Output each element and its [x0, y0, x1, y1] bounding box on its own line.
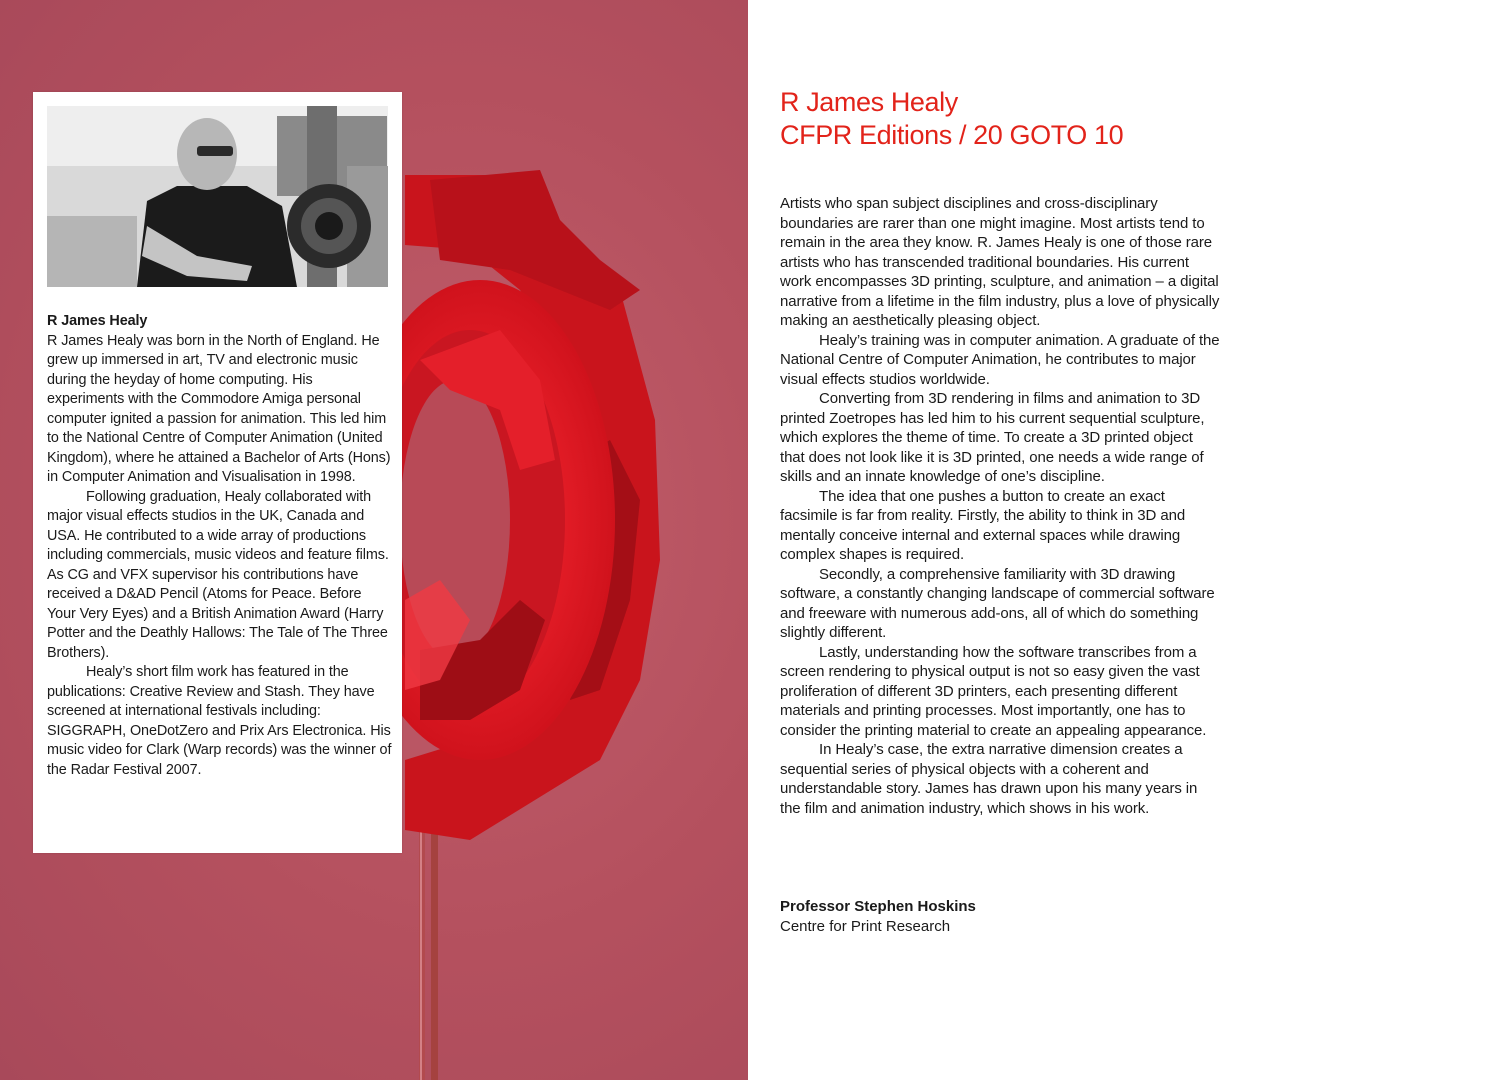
essay-paragraph: Artists who span subject disciplines and cross-disciplinary boundaries are rarer than one might imagine. Most artists tend to remain in the area they know. R. James Healy is one of those rare artists who has transcended traditional boundaries. His current work encompasses 3D printing, sculpture, and animation – a digital narrative from a lifetime in the film industry, plus a love of physically making an aesthetically pleasing object. [780, 195, 1220, 329]
essay-paragraph: Converting from 3D rendering in films and animation to 3D printed Zoetropes has led him to his current sequential sculpture, which explores the theme of time. To create a 3D printed object that does not look like it is 3D printed, one needs a wide range of skills and an innate knowledge of one’s discipline. [780, 390, 1205, 485]
bio-card [33, 92, 402, 853]
author-name: Professor Stephen Hoskins [780, 898, 976, 915]
essay-paragraph: Lastly, understanding how the software transcribes from a screen rendering to physical output is not so easy given the vast proliferation of different 3D printers, each presenting different materials and printing processes. Most importantly, one has to consider the printing material to create an appealing appearance. [780, 643, 1207, 739]
author-affiliation: Centre for Print Research [780, 917, 951, 935]
essay-paragraph: The idea that one pushes a button to create an exact facsimile is far from reality. Firstly, the ability to think in 3D and mentally conceive internal and external spaces while drawing complex shapes is required. [780, 487, 1186, 563]
bio-paragraph: Following graduation, Healy collaborated with major visual effects studios in the UK, Canada and USA. He contributed to a wide array of productions including commercials, music videos and feature films. As CG and VFX supervisor his contributions have received a D&AD Pencil (Atoms for Peace. Before Your Very Eyes) and a British Animation Award (Harry Potter and the Deathly Hallows: The Tale of The Three Brothers). [47, 488, 389, 661]
title-edition: CFPR Editions / 20 GOTO 10 [780, 120, 1124, 150]
right-page [748, 0, 1495, 1080]
title-block [780, 86, 1280, 152]
bio-paragraph: R James Healy was born in the North of England. He grew up immersed in art, TV and electronic music during the heyday of home computing. His experiments with the Commodore Amiga personal computer ignited a passion for animation. This led him to the National Centre of Computer Animation (United Kingdom), where he attained a Bachelor of Arts (Hons) in Computer Animation and Visualisation in 1998. [47, 332, 391, 485]
title-artist: R James Healy [780, 87, 958, 117]
bio-name: R James Healy [47, 313, 148, 329]
stand-rod-right [431, 800, 438, 1080]
bio-paragraph: Healy’s short film work has featured in the publications: Creative Review and Stash. They have screened at international festivals including: SIGGRAPH, OneDotZero and Prix Ars Electronica. His music video for Clark (Warp records) was the winner of the Radar Festival 2007. [47, 664, 392, 778]
essay-paragraph: Healy’s training was in computer animation. A graduate of the National Centre of Computer Animation, he contributes to major visual effects studios worldwide. [780, 331, 1220, 388]
essay-paragraph: Secondly, a comprehensive familiarity with 3D drawing software, a constantly changing landscape of commercial software and freeware with numerous add-ons, all of which do something slightly different. [780, 565, 1215, 641]
artist-portrait-photo [47, 106, 388, 287]
portrait-image [47, 106, 388, 287]
essay-signature [780, 897, 1180, 936]
essay-body [780, 194, 1220, 818]
bio-text [47, 312, 393, 780]
essay-paragraph: In Healy’s case, the extra narrative dimension creates a sequential series of physical objects with a coherent and understandable story. James has drawn upon his many years in the film and animation industry, which shows in his work. [780, 741, 1198, 817]
